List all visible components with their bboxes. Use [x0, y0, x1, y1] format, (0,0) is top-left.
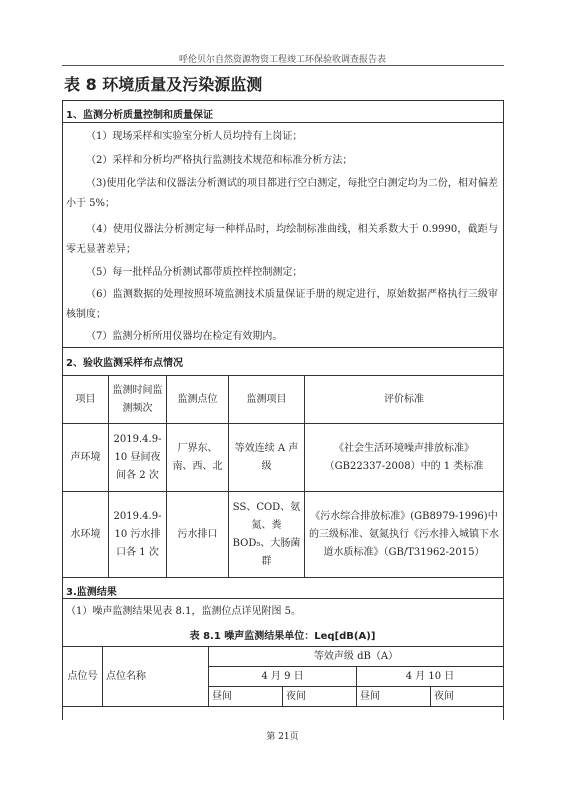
col-header: 监测时间监测频次 [109, 376, 167, 424]
col-day1: 4 月 9 日 [209, 667, 357, 687]
col-daytime: 昼间 [357, 687, 431, 707]
qc-item-1: （1）现场采样和实验室分析人员均持有上岗证； [86, 131, 303, 142]
noise-result-table [62, 646, 504, 707]
cell-time: 2019.4.9-10 昼间夜间各 2 次 [109, 424, 167, 492]
results-note: （1）噪声监测结果见表 8.1，监测位点详见附图 5。 [66, 606, 301, 617]
table-row [63, 424, 504, 492]
col-night: 夜间 [283, 687, 357, 707]
table-caption: 表 8.1 噪声监测结果单位：Leq[dB(A)] [189, 631, 376, 642]
cell-time: 2019.4.9-10 污水排口各 1 次 [109, 492, 167, 578]
divider [62, 122, 504, 123]
results-heading: 3.监测结果 [66, 587, 117, 598]
cell-point: 污水排口 [167, 492, 229, 578]
cell-item: 水环境 [63, 492, 109, 578]
sampling-table [62, 375, 504, 578]
qc-item-4: （4）使用仪器法分析测定每一种样品时，均绘制标准曲线，相关系数大于 0.9990，截距与零无显著差异； [66, 224, 498, 255]
qc-item-6: （6）监测数据的处理按照环境监测技术质量保证手册的规定进行，原始数据严格执行三级审核制度； [66, 289, 498, 320]
divider [62, 347, 504, 348]
table-header-row [63, 647, 504, 667]
cell-standard: 《污水综合排放标准》(GB8979-1996)中的三级标准、氨氮执行《污水排入城镇下水道水质标准》（GB/T31962-2015） [305, 492, 504, 578]
col-night: 夜间 [431, 687, 504, 707]
col-header: 评价标准 [305, 376, 504, 424]
header-rule [62, 65, 504, 66]
cell-project: 等效连续 A 声级 [229, 424, 305, 492]
sampling-heading: 2、验收监测采样布点情况 [66, 358, 183, 369]
page-number: 第 21页 [266, 732, 299, 742]
qc-heading: 1、监测分析质量控制和质量保证 [66, 110, 213, 121]
table-row [63, 492, 504, 578]
qc-item-7: （7）监测分析所用仪器均在检定有效期内。 [86, 331, 283, 342]
table-header-row [63, 376, 504, 424]
divider [62, 598, 504, 599]
col-daytime: 昼间 [209, 687, 283, 707]
cell-project: SS、COD、氨氮、粪 BOD₅、大肠菌群 [229, 492, 305, 578]
qc-item-2: （2）采样和分析均严格执行监测技术规范和标准分析方法； [86, 155, 353, 166]
col-header: 项目 [63, 376, 109, 424]
col-point-no: 点位号 [63, 647, 103, 707]
col-header: 监测项目 [229, 376, 305, 424]
cell-standard: 《社会生活环境噪声排放标准》（GB22337-2008）中的 1 类标准 [305, 424, 504, 492]
qc-item-5: （5）每一批样品分析测试都带质控样控制测定； [86, 267, 303, 278]
col-header: 监测点位 [167, 376, 229, 424]
col-group-header: 等效声级 dB（A） [209, 647, 504, 667]
qc-item-3: （3)使用化学法和仪器法分析测试的项目都进行空白测定，每批空白测定均为二份，相对偏差小于 5%； [66, 178, 498, 209]
cell-item: 声环境 [63, 424, 109, 492]
col-point-name: 点位名称 [103, 647, 209, 707]
section-title: 表 8 环境质量及污染源监测 [64, 75, 263, 94]
cell-point: 厂界东、南、西、北 [167, 424, 229, 492]
report-header: 呼伦贝尔自然资源物资工程竣工环保验收调查报告表 [178, 55, 386, 65]
col-day2: 4 月 10 日 [357, 667, 504, 687]
